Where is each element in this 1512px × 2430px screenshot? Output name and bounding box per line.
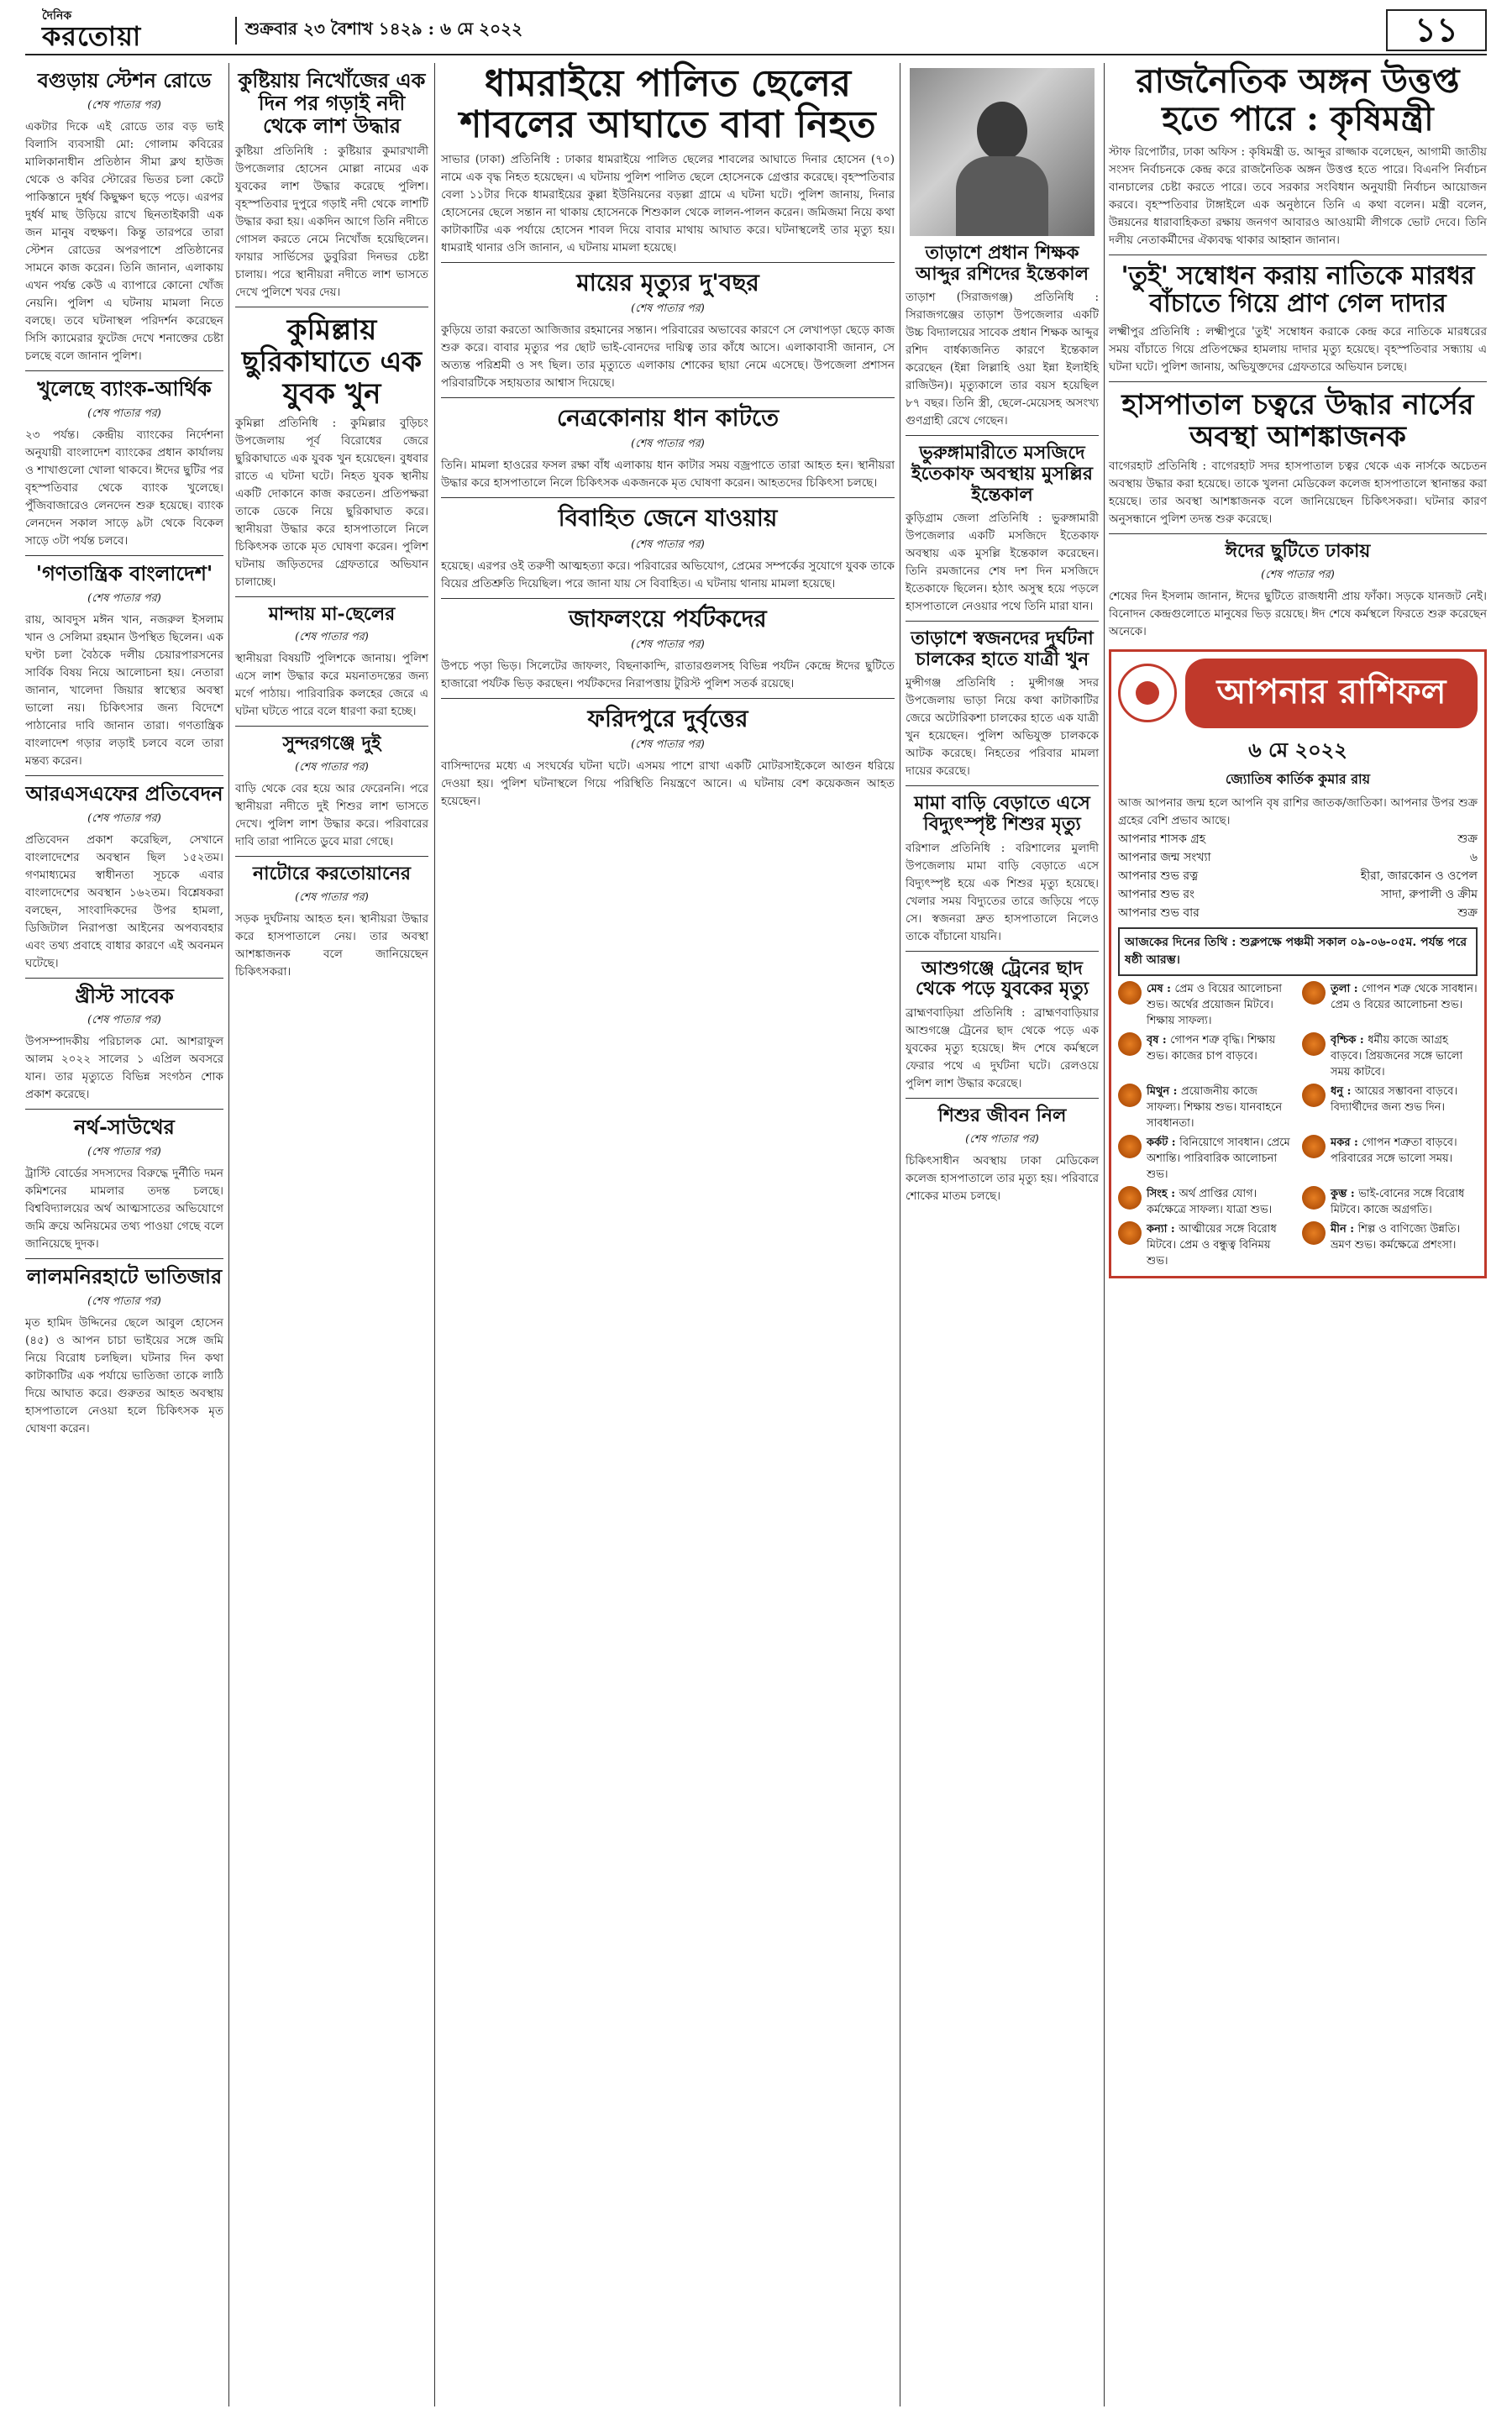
zodiac-sign-item: [1302, 1221, 1478, 1269]
article-body: তিনি। মামলা হাওরের ফসল রক্ষা বাঁধ এলাকায় ধান কাটার সময় বজ্রপাতে তারা আহত হন। স্থানীয়রা উদ্ধার করে হাসপাতালে নিলে চিকিৎসক একজনকে মৃত ঘোষণা করেন। আহতদের চিকিৎসা চলছে।: [441, 459, 895, 491]
divider: [1109, 381, 1487, 382]
info-value: শুক্র: [1457, 832, 1478, 846]
headline: তাড়াশে স্বজনদের দুর্ঘটনা চালকের হাতে যাত্রী খুন: [911, 627, 1094, 670]
zodiac-sign-forecast: গোপন শত্রুতা বাড়বে। পরিবারের সঙ্গে ভালো সময়।: [1331, 1136, 1457, 1165]
divider: [235, 726, 428, 727]
zodiac-sign-forecast: বিনিয়োগে সাবধান। প্রেমে অশান্তি। পারিবারিক আলোচনা শুভ।: [1147, 1136, 1290, 1181]
horoscope-header: [1118, 659, 1478, 728]
column-1: [25, 63, 223, 1438]
horoscope-author: জ্যোতিষ কার্তিক কুমার রায়: [1225, 770, 1371, 787]
zodiac-sign-forecast: প্রয়োজনীয় কাজে সাফল্য। শিক্ষায় শুভ। যানবাহনে সাবধানতা।: [1147, 1084, 1283, 1130]
zodiac-sign-text: [1331, 1221, 1478, 1269]
continuation-note: (শেষ পাতার পর): [631, 638, 705, 651]
headline: ভুরুঙ্গামারীতে মসজিদে ইতেকাফ অবস্থায় মুসল্লির ইন্তেকাল: [911, 442, 1093, 506]
zodiac-symbol-icon: [1118, 1032, 1142, 1056]
zodiac-symbol-icon: [1302, 981, 1326, 1005]
photo-torso: [956, 156, 1048, 236]
zodiac-sign-forecast: আয়ের সম্ভাবনা বাড়বে। বিদ্যার্থীদের জন্য শুভ দিন।: [1331, 1084, 1458, 1114]
continuation-note: (শেষ পাতার পর): [87, 407, 161, 420]
horoscope-box: [1109, 649, 1487, 1278]
continuation-note: (শেষ পাতার পর): [295, 890, 369, 904]
headline: জাফলংয়ে পর্যটকদের: [569, 604, 767, 632]
article-body: হয়েছে। এরপর ওই তরুণী আত্মহত্যা করে। পরিবারের অভিযোগ, প্রেমের সম্পর্কের সুযোগে যুবক তাকে বিয়ের প্রতিশ্রুতি দিয়েছিল। পরে জানা যায় সে বিবাহিত। এ ঘটনায় থানায় মামলা হয়েছে।: [441, 559, 895, 590]
zodiac-sign-name: কর্কট :: [1147, 1136, 1180, 1149]
zodiac-symbol-icon: [1118, 1186, 1142, 1210]
continuation-note: (শেষ পাতার পর): [295, 631, 369, 644]
horoscope-info-row: [1118, 885, 1478, 904]
zodiac-sign-name: মিথুন :: [1147, 1084, 1181, 1098]
horoscope-intro: আজ আপনার জন্ম হলে আপনি বৃষ রাশির জাতক/জাতিকা। আপনার উপর শুক্র গ্রহের বেশি প্রভাব আছে।: [1118, 795, 1478, 827]
article-body: স্থানীয়রা বিষয়টি পুলিশকে জানায়। পুলিশ এসে লাশ উদ্ধার করে ময়নাতদন্তের জন্য মর্গে পাঠায়। পারিবারিক কলহের জেরে এ ঘটনা ঘটতে পারে বলে ধারণা করা হচ্ছে।: [235, 652, 428, 719]
zodiac-sign-forecast: গোপন শত্রু থেকে সাবধান। প্রেম ও বিয়ের আলোচনা শুভ।: [1331, 982, 1478, 1011]
headline: খ্রীস্ট সাবেক: [75, 983, 174, 1008]
zodiac-symbol-icon: [1302, 1186, 1326, 1210]
article-body: উপচে পড়া ভিড়। সিলেটের জাফলং, বিছনাকান্দি, রাতারগুলসহ বিভিন্ন পর্যটন কেন্দ্রে ঈদের ছুটিতে হাজারো পর্যটক ভিড় করছেন। পর্যটকদের নিরাপত্তায় টুরিস্ট পুলিশ সতর্ক রয়েছে।: [441, 659, 895, 690]
article-body: মুন্সীগঞ্জ প্রতিনিধি : মুন্সীগঞ্জ সদর উপজেলায় ভাড়া নিয়ে কথা কাটাকাটির জেরে অটোরিকশা চালকের হাতে এক যাত্রী খুন হয়েছেন। পুলিশ অভিযুক্ত চালককে আটক করেছে। নিহতের পরিবার মামলা দায়ের করেছে।: [906, 676, 1099, 779]
photo-head: [977, 102, 1027, 160]
zodiac-sign-name: ধনু :: [1331, 1084, 1355, 1098]
zodiac-sign-text: [1147, 1135, 1294, 1183]
zodiac-symbol-icon: [1118, 981, 1142, 1005]
zodiac-signs: [1118, 981, 1478, 1269]
column-3: [441, 63, 895, 811]
headline: ঈদের ছুটিতে ঢাকায়: [1225, 539, 1371, 562]
column-divider: [434, 63, 435, 2406]
headline: সুন্দরগঞ্জে দুই: [282, 732, 381, 755]
divider: [25, 370, 223, 371]
headline: আশুগঞ্জে ট্রেনের ছাদ থেকে পড়ে যুবকের মৃত্যু: [915, 957, 1089, 1000]
horoscope-title: আপনার রাশিফল: [1185, 659, 1478, 728]
article-body: কুষ্টিয়া প্রতিনিধি : কুষ্টিয়ার কুমারখালী উপজেলার হোসেন মোল্লা নামের এক যুবকের লাশ উদ্ধার করেছে পুলিশ। বৃহস্পতিবার দুপুরে গড়াই নদী থেকে লাশটি উদ্ধার করা হয়। একদিন আগে তিনি নদীতে গোসল করতে নেমে নিখোঁজ হয়েছিলেন। ফায়ার সার্ভিসের ডুবুরিরা দিনভর চেষ্টা চালায়। পরে স্থানীয়রা নদীতে লাশ ভাসতে দেখে পুলিশে খবর দেয়।: [235, 144, 428, 299]
zodiac-sign-text: [1147, 1186, 1294, 1218]
zodiac-sign-name: বৃষ :: [1147, 1033, 1171, 1047]
zodiac-sign-name: তুলা :: [1331, 982, 1362, 995]
continuation-note: (শেষ পাতার পর): [631, 538, 705, 551]
dateline: শুক্রবার ২৩ বৈশাখ ১৪২৯ : ৬ মে ২০২২: [235, 17, 522, 45]
continuation-note: (শেষ পাতার পর): [87, 1014, 161, 1027]
zodiac-sign-item: [1118, 1032, 1294, 1080]
horoscope-info-row: [1118, 830, 1478, 848]
zodiac-sign-text: [1147, 1084, 1294, 1131]
masthead: [25, 7, 1487, 55]
zodiac-sign-name: মেষ :: [1147, 982, 1175, 995]
zodiac-symbol-icon: [1118, 1135, 1142, 1158]
zodiac-sign-forecast: শিল্প ও বাণিজ্যে উন্নতি। ভ্রমণ শুভ। কর্মক্ষেত্রে প্রশংসা।: [1331, 1222, 1461, 1252]
article-body: বাগেরহাট প্রতিনিধি : বাগেরহাট সদর হাসপাতাল চত্বর থেকে এক নার্সকে অচেতন অবস্থায় উদ্ধার করা হয়েছে। তাকে খুলনা মেডিকেল কলেজ হাসপাতালে স্থানান্তর করা হয়েছে। তার অবস্থা আশঙ্কাজনক বলে জানিয়েছেন চিকিৎসকরা। ঘটনার কারণ অনুসন্ধানে পুলিশ তদন্ত শুরু করেছে।: [1109, 459, 1487, 526]
continuation-note: (শেষ পাতার পর): [1261, 568, 1335, 581]
continuation-note: (শেষ পাতার পর): [965, 1132, 1039, 1146]
zodiac-sign-name: সিংহ :: [1147, 1187, 1179, 1200]
article-body: একটার দিকে এই রোডে তার বড় ভাই বিলাসি ব্যবসায়ী মো: গোলাম কবিরের মালিকানাধীন প্রতিষ্ঠান সীমা ক্লথ হাউজ থেকে ও কবির স্টোরের ভিতর চলা কেটে পাকিস্তানে দুর্ধর্ষ কিছুক্ষণ ছড়ে পড়ে। এরপর দুর্ধর্ষ মাছ উড়িয়ে রাখে ছিনতাইকারী এক জন মানুষ বহুক্ষণ। কিন্তু তারপরে তারা স্টেশন রোডের অপরপাশে প্রতিষ্ঠানের সামনে কাজ করেন। তিনি জানান, এলাকায় এখন পর্যন্ত কেউ এ ব্যাপারে কোনো খোঁজ নেয়নি। পুলিশ এ ঘটনায় মামলা নিতে বলছে। তবে ঘটনাস্থল পরিদর্শন করেছেন সিসি ক্যামেরার ফুটেজ দেখে শনাক্তের চেষ্টা চলছে বলে জানান পুলিশ।: [25, 119, 223, 363]
horoscope-info-row: [1118, 904, 1478, 922]
zodiac-sign-forecast: আত্মীয়ের সঙ্গে বিরোধ মিটবে। প্রেম ও বন্ধুত্ব বিনিময় শুভ।: [1147, 1222, 1277, 1267]
divider: [906, 621, 1099, 622]
headline: আরএসএফের প্রতিবেদন: [25, 780, 223, 806]
headline: কুমিল্লায় ছুরিকাঘাতে এক যুবক খুন: [241, 312, 423, 411]
zodiac-sign-name: কন্যা :: [1147, 1222, 1179, 1236]
headline: বগুড়ায় স্টেশন রোডে: [37, 68, 212, 92]
info-key: আপনার শাসক গ্রহ: [1118, 832, 1206, 846]
continuation-note: (শেষ পাতার পর): [87, 1295, 161, 1309]
portrait-photo: [910, 68, 1095, 236]
lead-headline: রাজনৈতিক অঙ্গন উত্তপ্ত হতে পারে : কৃষিমন্ত্রী: [1136, 61, 1460, 139]
zodiac-sign-item: [1118, 981, 1294, 1029]
info-value: হীরা, জারকোন ও ওপেল: [1360, 869, 1478, 883]
article-body: বাসিন্দাদের মধ্যে এ সংঘর্ষের ঘটনা ঘটে। এসময় পাশে রাখা একটি মোটরসাইকেলে আগুন ধরিয়ে দেওয়া হয়। পুলিশ ঘটনাস্থলে গিয়ে পরিস্থিতি নিয়ন্ত্রণে আনে। এ ঘটনায় বেশ কয়েকজন আহত হয়েছেন।: [441, 759, 895, 809]
divider: [441, 497, 895, 498]
zodiac-sign-text: [1147, 1221, 1294, 1269]
info-key: আপনার শুভ বার: [1118, 905, 1200, 920]
horoscope-info: [1118, 830, 1478, 922]
zodiac-sign-item: [1302, 981, 1478, 1029]
zodiac-sign-item: [1302, 1084, 1478, 1131]
tithi-note: আজকের দিনের তিথি : শুক্লপক্ষে পঞ্চমী সকাল ০৯-০৬-০৫ম. পর্যন্ত পরে ষষ্ঠী আরম্ভ।: [1118, 927, 1478, 976]
horoscope-date: ৬ মে ২০২২: [1248, 737, 1347, 762]
zodiac-sign-text: [1331, 1084, 1478, 1131]
headline: লালমনিরহাটে ভাতিজার: [26, 1264, 223, 1289]
divider: [906, 785, 1099, 786]
info-key: আপনার শুভ রত্ন: [1118, 869, 1199, 883]
divider: [1109, 533, 1487, 534]
headline: শিশুর জীবন নিল: [937, 1104, 1067, 1126]
article-body: উপসম্পাদকীয় পরিচালক মো. আশরাফুল আলম ২০২২ সালের ১ এপ্রিল অবসরে যান। তার মৃত্যুতে বিভিন্ন সংগঠন শোক প্রকাশ করেছে।: [25, 1035, 223, 1102]
zodiac-sign-forecast: প্রেম ও বিয়ের আলোচনা শুভ। অর্থের প্রয়োজন মিটবে। শিক্ষায় সাফল্য।: [1147, 982, 1283, 1027]
article-body: ট্রাস্টি বোর্ডের সদস্যদের বিরুদ্ধে দুর্নীতি দমন কমিশনের মামলার তদন্ত চলছে। বিশ্ববিদ্যালয়ের অর্থ আত্মসাতের অভিযোগে জমি ক্রয়ে অনিয়মের তথ্য পাওয়া গেছে বলে জানিয়েছে দুদক।: [25, 1167, 223, 1252]
headline: ফরিদপুরে দুর্বৃত্তের: [587, 704, 748, 732]
newspaper-logo: [25, 8, 193, 53]
info-value: শুক্র: [1457, 905, 1478, 920]
divider: [441, 397, 895, 398]
divider: [441, 262, 895, 263]
zodiac-sign-text: [1331, 1135, 1478, 1183]
article-body: বরিশাল প্রতিনিধি : বরিশালের মুলাদী উপজেলায় মামা বাড়ি বেড়াতে এসে বিদ্যুৎস্পৃষ্ট হয়ে এক শিশুর মৃত্যু হয়েছে। খেলার সময় বিদ্যুতের তারে জড়িয়ে পড়ে সে। স্বজনরা দ্রুত হাসপাতালে নিলেও তাকে বাঁচানো যায়নি।: [906, 841, 1099, 943]
article-body: তাড়াশ (সিরাজগঞ্জ) প্রতিনিধি : সিরাজগঞ্জের তাড়াশ উপজেলার একটি উচ্চ বিদ্যালয়ের সাবেক প্রধান শিক্ষক আব্দুর রশিদ বার্ধক্যজনিত কারণে ইন্তেকাল করেছেন (ইন্না লিল্লাহি ওয়া ইন্না ইলাইহি রাজিউন)। মৃত্যুকালে তার বয়স হয়েছিল ৮৭ বছর। তিনি স্ত্রী, ছেলে-মেয়েসহ অসংখ্য গুণগ্রাহী রেখে গেছেন।: [906, 291, 1099, 428]
article-body: লক্ষ্মীপুর প্রতিনিধি : লক্ষ্মীপুরে 'তুই' সম্বোধন করাকে কেন্দ্র করে নাতিকে মারধরের সময় বাঁচাতে গিয়ে প্রতিপক্ষের হামলায় দাদার মৃত্যু হয়েছে। বৃহস্পতিবার সন্ধ্যায় এ ঘটনা ঘটে। পুলিশ জানায়, অভিযুক্তদের গ্রেফতারে অভিযান চলছে।: [1109, 324, 1487, 374]
zodiac-sign-name: বৃশ্চিক :: [1331, 1033, 1368, 1047]
article-body: মৃত হামিদ উদ্দিনের ছেলে আবুল হোসেন (৪৫) ও আপন চাচা ভাইয়ের সঙ্গে জমি নিয়ে বিরোধ চলছিল। ঘটনার দিন কথা কাটাকাটির এক পর্যায়ে ভাতিজা তাকে লাঠি দিয়ে আঘাত করে। গুরুতর আহত অবস্থায় হাসপাতালে নেওয়া হলে চিকিৎসক মৃত ঘোষণা করেন।: [25, 1316, 223, 1436]
divider: [25, 1258, 223, 1259]
article-body: ২৩ পর্যন্ত। কেন্দ্রীয় ব্যাংকের নির্দেশনা অনুযায়ী বাংলাদেশ ব্যাংকের প্রধান কার্যালয় ও শাখাগুলো খোলা থাকবে। ঈদের ছুটির পর বৃহস্পতিবার থেকে ব্যাংক খুলেছে। পুঁজিবাজারেও লেনদেন শুরু হয়েছে। ব্যাংক লেনদেন সকাল সাড়ে ৯টা থেকে বিকেল সাড়ে ৩টা পর্যন্ত চলবে।: [25, 428, 224, 548]
headline: নর্থ-সাউথের: [74, 1115, 175, 1140]
column-5: [1109, 63, 1487, 1278]
zodiac-sign-item: [1118, 1186, 1294, 1218]
article-body: সড়ক দুর্ঘটনায় আহত হন। স্থানীয়রা উদ্ধার করে হাসপাতালে নেয়। তার অবস্থা আশঙ্কাজনক বলে জানিয়েছেন চিকিৎসকরা।: [235, 911, 428, 979]
article-body: চিকিৎসাধীন অবস্থায় ঢাকা মেডিকেল কলেজ হাসপাতালে তার মৃত্যু হয়। পরিবারে শোকের মাতম চলছে।: [906, 1153, 1099, 1203]
zodiac-symbol-icon: [1302, 1221, 1326, 1245]
headline: কুষ্টিয়ায় নিখোঁজের এক দিন পর গড়াই নদী থেকে লাশ উদ্ধার: [238, 68, 426, 138]
info-value: সাদা, রুপালী ও ক্রীম: [1380, 887, 1478, 901]
zodiac-symbol-icon: [1118, 1221, 1142, 1245]
horoscope-info-row: [1118, 867, 1478, 885]
zodiac-sign-item: [1302, 1032, 1478, 1080]
horoscope-info-row: [1118, 848, 1478, 867]
divider: [441, 698, 895, 699]
article-body: শেষের দিন ইসলাম জানান, ঈদের ছুটিতে রাজধানী প্রায় ফাঁকা। সড়কে যানজট নেই। বিনোদন কেন্দ্রগুলোতে মানুষের ভিড় রয়েছে। ঈদ শেষে কর্মস্থলে ফিরতে শুরু করেছেন অনেকে।: [1109, 589, 1487, 638]
column-4: [906, 63, 1099, 1205]
divider: [25, 978, 223, 979]
article-body: কুড়িয়ে তারা করতো আজিজার রহমানের সন্তান। পরিবারের অভাবের কারণে সে লেখাপড়া ছেড়ে কাজ শুরু করে। বাবার মৃত্যুর পর ছোট ভাই-বোনদের দায়িত্ব তার কাঁধে আসে। এলাকাবাসী জানান, সে অত্যন্ত পরিশ্রমী ও সৎ ছিল। তার মৃত্যুতে এলাকায় শোকের ছায়া নেমে এসেছে। উপজেলা প্রশাসন পরিবারটিকে সহায়তার আশ্বাস দিয়েছে।: [441, 323, 895, 390]
zodiac-sign-text: [1331, 981, 1478, 1029]
logo-big: করতোয়া: [42, 20, 142, 52]
headline: মামা বাড়ি বেড়াতে এসে বিদ্যুৎস্পৃষ্ট শিশুর মৃত্যু: [914, 792, 1090, 835]
headline: তাড়াশে প্রধান শিক্ষক আব্দুর রশিদের ইন্তেকাল: [915, 242, 1089, 285]
zodiac-sign-forecast: অর্থ প্রাপ্তির যোগ। কর্মক্ষেত্রে সাফল্য। যাত্রা শুভ।: [1147, 1187, 1273, 1216]
continuation-note: (শেষ পাতার পর): [631, 738, 705, 752]
zodiac-sign-item: [1302, 1186, 1478, 1218]
zodiac-sign-text: [1331, 1032, 1478, 1080]
continuation-note: (শেষ পাতার পর): [87, 811, 161, 825]
continuation-note: (শেষ পাতার পর): [631, 302, 705, 315]
continuation-note: (শেষ পাতার পর): [631, 438, 705, 451]
zodiac-sign-text: [1331, 1186, 1478, 1218]
divider: [25, 1109, 223, 1110]
headline: মান্দায় মা-ছেলের: [268, 602, 396, 625]
info-value: ৬: [1469, 850, 1478, 864]
continuation-note: (শেষ পাতার পর): [87, 591, 161, 605]
zodiac-sign-text: [1147, 981, 1294, 1029]
article-body: বাড়ি থেকে বের হয়ে আর ফেরেননি। পরে স্থানীয়রা নদীতে দুই শিশুর লাশ ভাসতে দেখে। পুলিশ লাশ উদ্ধার করে। পরিবারের দাবি তারা পানিতে ডুবে মারা গেছে।: [235, 782, 428, 849]
column-divider: [228, 63, 229, 2406]
zodiac-symbol-icon: [1302, 1135, 1326, 1158]
divider: [441, 598, 895, 599]
zodiac-sign-name: মকর :: [1331, 1136, 1362, 1149]
article-body: রায়, আবদুস মঈন খান, নজরুল ইসলাম খান ও সেলিমা রহমান উপস্থিত ছিলেন। এক ঘণ্টা চলা বৈঠকে দলীয় চেয়ারপারসনের সার্বিক বিষয় নিয়ে আলোচনা হয়। নেতারা জানান, খালেদা জিয়ার স্বাস্থ্যের অবস্থা ভালো নয়। চিকিৎসার জন্য বিদেশে পাঠানোর দাবি জানান তারা। গণতান্ত্রিক বাংলাদেশ গড়ার লড়াই চলবে বলে তারা মন্তব্য করেন।: [25, 612, 223, 768]
headline: মায়ের মৃত্যুর দু'বছর: [576, 268, 759, 297]
article-body: কুড়িগ্রাম জেলা প্রতিনিধি : ভুরুঙ্গামারী উপজেলার একটি মসজিদে ইতেকাফ অবস্থায় এক মুসল্লি ইন্তেকাল করেছেন। তিনি রমজানের শেষ দশ দিন মসজিদে ইতেকাফে ছিলেন। হঠাৎ অসুস্থ হয়ে পড়লে হাসপাতালে নেওয়ার পথে তিনি মারা যান।: [906, 512, 1099, 614]
article-body: কুমিল্লা প্রতিনিধি : কুমিল্লার বুড়িচং উপজেলায় পূর্ব বিরোধের জেরে ছুরিকাঘাতে এক যুবক খুন হয়েছেন। বুধবার রাতে এ ঘটনা ঘটে। নিহত যুবক স্থানীয় একটি দোকানে কাজ করতেন। প্রতিপক্ষরা তাকে ডেকে নিয়ে ছুরিকাঘাত করে। স্থানীয়রা উদ্ধার করে হাসপাতালে নিলে চিকিৎসক তাকে মৃত ঘোষণা করেন। পুলিশ ঘটনায় জড়িতদের গ্রেফতারে অভিযান চালাচ্ছে।: [235, 416, 428, 589]
zodiac-sign-item: [1302, 1135, 1478, 1183]
zodiac-sign-text: [1147, 1032, 1294, 1080]
zodiac-symbol-icon: [1302, 1032, 1326, 1056]
headline: 'তুই' সম্বোধন করায় নাতিকে মারধর বাঁচাতে গিয়ে প্রাণ গেল দাদার: [1121, 260, 1475, 319]
info-key: আপনার শুভ রং: [1118, 887, 1195, 901]
divider: [906, 435, 1099, 436]
headline: 'গণতান্ত্রিক বাংলাদেশ': [35, 560, 213, 585]
article-body: স্টাফ রিপোর্টার, ঢাকা অফিস : কৃষিমন্ত্রী ড. আব্দুর রাজ্জাক বলেছেন, আগামী জাতীয় সংসদ নির্বাচনকে কেন্দ্র করে রাজনৈতিক অঙ্গন উত্তপ্ত হতে পারে। বিএনপি নির্বাচন বানচালের চেষ্টা করতে পারে। তবে সরকার সংবিধান অনুযায়ী নির্বাচন আয়োজন করবে। বৃহস্পতিবার টাঙ্গাইলে এক অনুষ্ঠানে তিনি এ কথা বলেন। মন্ত্রী বলেন, উন্নয়নের ধারাবাহিকতা রক্ষায় জনগণ আবারও আওয়ামী লীগকে ভোট দেবে। তিনি দলীয় নেতাকর্মীদের ঐক্যবদ্ধ থাকার আহ্বান জানান।: [1109, 144, 1487, 247]
zodiac-sign-name: মীন :: [1331, 1222, 1358, 1236]
zodiac-symbol-icon: [1302, 1084, 1326, 1107]
zodiac-sign-name: কুম্ভ :: [1331, 1187, 1359, 1200]
continuation-note: (শেষ পাতার পর): [87, 1146, 161, 1159]
zodiac-sign-item: [1118, 1221, 1294, 1269]
headline: বিবাহিত জেনে যাওয়ায়: [558, 504, 778, 533]
zodiac-sign-item: [1118, 1084, 1294, 1131]
zodiac-sign-forecast: ধর্মীয় কাজে আগ্রহ বাড়বে। প্রিয়জনের সঙ্গে ভালো সময় কাটবে।: [1331, 1033, 1463, 1079]
logo-small: দৈনিক: [42, 9, 72, 23]
lead-headline: ধামরাইয়ে পালিত ছেলের শাবলের আঘাতে বাবা নিহত: [459, 62, 876, 147]
article-body: সাভার (ঢাকা) প্রতিনিধি : ঢাকার ধামরাইয়ে পালিত ছেলের শাবলের আঘাতে দিনার হোসেন (৭০) নামে এক বৃদ্ধ নিহত হয়েছেন। এ ঘটনায় পুলিশ পালিত ছেলে হোসেনকে গ্রেপ্তার করেছে। বৃহস্পতিবার বেলা ১১টার দিকে ধামরাইয়ের কুল্লা ইউনিয়নের বড়ল্লা গ্রামে এ ঘটনা ঘটে। পুলিশ জানায়, দিনার হোসেনের ছেলে সন্তান না থাকায় হোসেনকে শিশুকাল থেকে লালন-পালন করেন। জমিজমা নিয়ে কথা কাটাকাটির এক পর্যায়ে হোসেন শাবল দিয়ে বাবার মাথায় আঘাত করে। ঘটনাস্থলেই তার মৃত্যু হয়। ধামরাই থানার ওসি জানান, এ ঘটনায় মামলা হয়েছে।: [441, 152, 895, 255]
divider: [25, 775, 223, 776]
zodiac-sign-item: [1118, 1135, 1294, 1183]
article-body: ব্রাহ্মণবাড়িয়া প্রতিনিধি : ব্রাহ্মণবাড়িয়ার আশুগঞ্জে ট্রেনের ছাদ থেকে পড়ে এক যুবকের মৃত্যু হয়েছে। ঈদ শেষে কর্মস্থলে ফেরার পথে এ দুর্ঘটনা ঘটে। রেলওয়ে পুলিশ লাশ উদ্ধার করেছে।: [906, 1005, 1099, 1090]
continuation-note: (শেষ পাতার পর): [295, 761, 369, 774]
divider: [235, 856, 428, 857]
divider: [25, 555, 223, 556]
headline: নেত্রকোনায় ধান কাটতে: [556, 403, 780, 432]
article-body: প্রতিবেদন প্রকাশ করেছিল, সেখানে বাংলাদেশের অবস্থান ছিল ১৫২তম। গণমাধ্যমের স্বাধীনতা সূচকে এবার বাংলাদেশের অবস্থান ১৬২তম। বিশ্লেষকরা বলছেন, সাংবাদিকদের উপর হামলা, ডিজিটাল নিরাপত্তা আইনের অপব্যবহার এবং তথ্য প্রবাহে বাধার কারণে এই অবনমন ঘটেছে।: [25, 832, 223, 970]
divider: [235, 596, 428, 597]
zodiac-symbol-icon: [1118, 1084, 1142, 1107]
headline: খুলেছে ব্যাংক-আর্থিক: [37, 375, 212, 401]
page-number: ১১: [1386, 9, 1487, 51]
headline: হাসপাতাল চত্বরে উদ্ধার নার্সের অবস্থা আশঙ্কাজনক: [1121, 387, 1474, 454]
info-key: আপনার জন্ম সংখ্যা: [1118, 850, 1211, 864]
divider: [906, 1098, 1099, 1099]
zodiac-sign-forecast: গোপন শত্রু বৃদ্ধি। শিক্ষায় শুভ। কাজের চাপ বাড়বে।: [1147, 1033, 1276, 1063]
column-divider: [1104, 63, 1105, 2406]
divider: [906, 951, 1099, 952]
zodiac-wheel-icon: [1118, 664, 1177, 722]
column-2: [235, 63, 428, 981]
continuation-note: (শেষ পাতার পর): [87, 98, 161, 112]
headline: নাটোরে করতোয়ানের: [253, 863, 411, 885]
zodiac-sign-forecast: ভাই-বোনের সঙ্গে বিরোধ মিটবে। কাজে অগ্রগতি।: [1331, 1187, 1465, 1216]
